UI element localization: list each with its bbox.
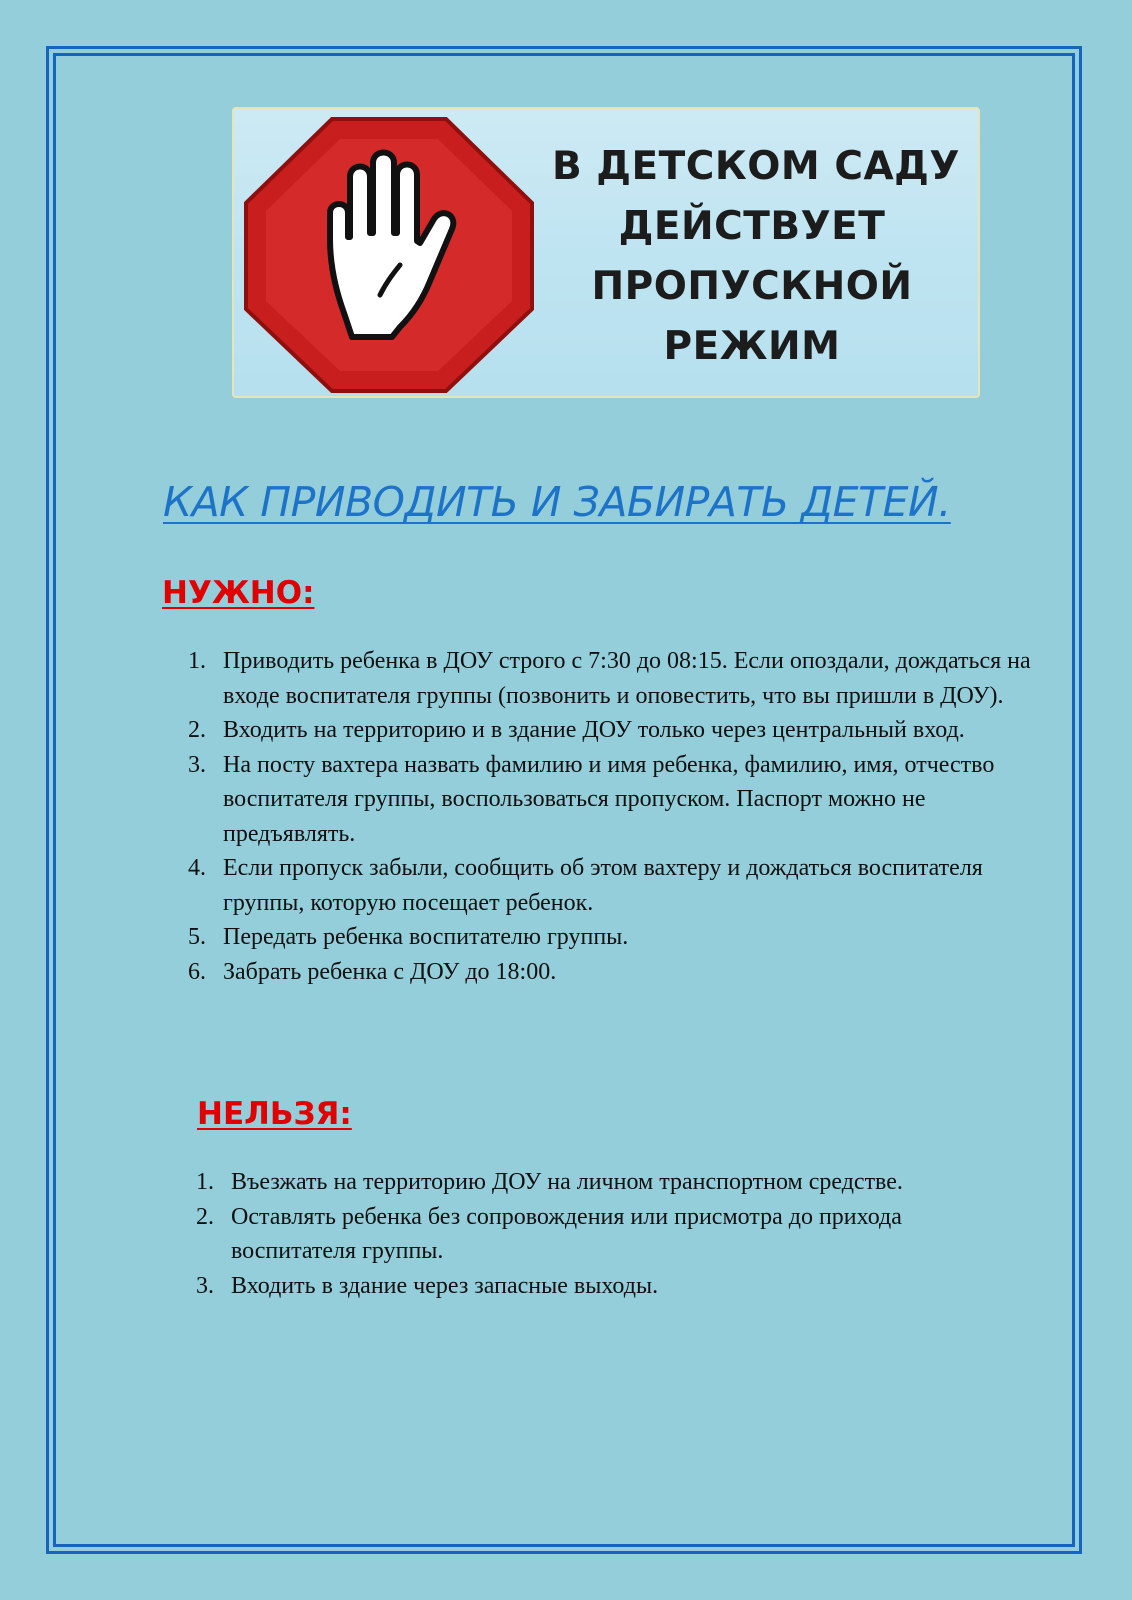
item-text: Приводить ребенка в ДОУ строго с 7:30 до 08:15. Если опоздали, дождаться на входе воспитателя группы (позвонить и оповестить, что вы пришли в ДОУ). — [223, 648, 1031, 709]
list-item — [188, 748, 1038, 852]
item-text: Передать ребенка воспитателю группы. — [223, 924, 629, 950]
item-number: 2. — [196, 1203, 214, 1230]
banner-line-2: ДЕЙСТВУЕТ — [618, 204, 886, 249]
access-control-banner — [232, 107, 980, 398]
banner-line-1: В ДЕТСКОМ САДУ — [552, 144, 960, 189]
list-item — [188, 644, 1038, 713]
item-text: Входить на территорию и в здание ДОУ только через центральный вход. — [223, 717, 965, 743]
list-item — [196, 1200, 1016, 1269]
item-text: Если пропуск забыли, сообщить об этом вахтеру и дождаться воспитателя группы, которую посещает ребенок. — [223, 855, 983, 916]
forbid-heading: НЕЛЬЗЯ: — [197, 1096, 352, 1132]
item-number: 1. — [188, 648, 206, 674]
need-heading: НУЖНО: — [162, 575, 315, 611]
forbid-list — [196, 1165, 1016, 1303]
list-item — [188, 955, 1038, 990]
item-number: 1. — [196, 1169, 214, 1195]
item-text: Оставлять ребенка без сопровождения или присмотра до прихода воспитателя группы. — [231, 1203, 902, 1264]
list-item — [188, 713, 1038, 748]
list-item — [196, 1165, 1016, 1200]
page-title: КАК ПРИВОДИТЬ И ЗАБИРАТЬ ДЕТЕЙ. — [163, 478, 951, 526]
need-list — [188, 644, 1038, 989]
banner-title — [552, 137, 960, 377]
item-number: 5. — [188, 924, 206, 950]
banner-line-3: ПРОПУСКНОЙ — [591, 264, 913, 309]
item-text: Входить в здание через запасные выходы. — [231, 1272, 659, 1299]
item-number: 3. — [188, 751, 206, 778]
stop-hand-icon — [240, 115, 538, 395]
list-item — [196, 1269, 1016, 1304]
item-text: Въезжать на территорию ДОУ на личном транспортном средстве. — [231, 1169, 903, 1195]
item-number: 3. — [196, 1272, 214, 1299]
list-item — [188, 851, 1038, 920]
list-item — [188, 920, 1038, 955]
item-number: 4. — [188, 855, 206, 881]
banner-line-4: РЕЖИМ — [663, 324, 841, 369]
item-number: 6. — [188, 958, 206, 985]
item-number: 2. — [188, 717, 206, 743]
item-text: На посту вахтера назвать фамилию и имя ребенка, фамилию, имя, отчество воспитателя группы, воспользоваться пропуском. Паспорт можно не предъявлять. — [223, 751, 995, 847]
item-text: Забрать ребенка с ДОУ до 18:00. — [223, 958, 557, 985]
